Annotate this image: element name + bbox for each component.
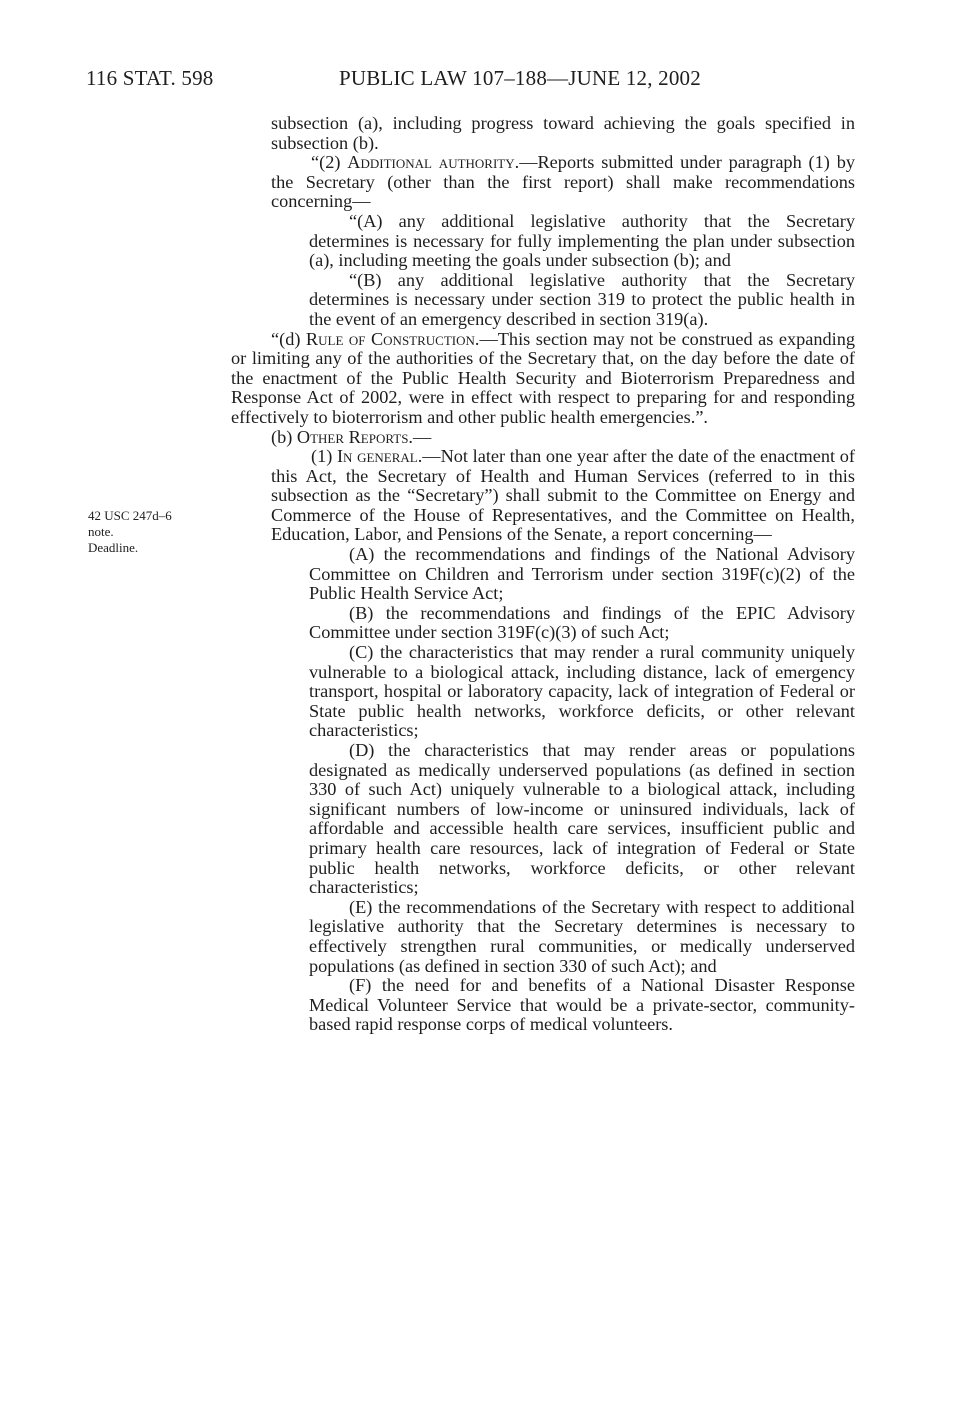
- margin-note-note: note.: [88, 524, 114, 539]
- subparagraph-2-B: “(B) any additional legislative authority that the Secretary determines is necessary under section 319 to protect the public health in the event of an emergency described in section 319(a).: [309, 269, 855, 329]
- subparagraph-C: (C) the characteristics that may render a rural community uniquely vulnerable to a biological attack, including distance, lack of emergency transport, hospital or laboratory capacity, lack of integration of Federal or State public health networks, workforce deficits, or other relevant characteristics;: [309, 642, 855, 741]
- paragraph-number: “(2): [311, 152, 348, 173]
- page-header: [86, 66, 766, 96]
- subparagraph-2-A: “(A) any additional legislative authority that the Secretary determines is necessary for fully implementing the plan under subsection (a), including meeting the goals under subsection (b); and: [309, 210, 855, 271]
- subsection-text: .—This section may not be construed as expanding or limiting any of the authorities of the Secretary that, on the day before the date of the enactment of the Public Health Security and Bioterrorism Preparedness and Response Act of 2002, were in effect with respect to preparing for and responding effectively to bioterrorism and other public health emergencies.”.: [231, 328, 855, 427]
- subparagraph-F: (F) the need for and benefits of a National Disaster Response Medical Volunteer Service that would be a private-sector, community-based rapid response corps of medical volunteers.: [309, 975, 855, 1035]
- margin-note: [88, 508, 218, 556]
- paragraph-continuation: subsection (a), including progress toward achieving the goals specified in subsection (b).: [271, 113, 855, 153]
- subsection-d-rule-of-construction: [231, 330, 855, 428]
- paragraph-1-in-general: [231, 447, 855, 545]
- paragraph-number: (1): [311, 446, 337, 467]
- margin-note-deadline: Deadline.: [88, 540, 139, 555]
- subsection-b-other-reports: [231, 428, 855, 448]
- paragraph-2-additional-authority: [231, 153, 855, 212]
- paragraph-heading: In general: [336, 446, 418, 467]
- paragraph-text: .—Reports submitted under paragraph (1) by the Secretary (other than the first report) shall make recommendations concerning—: [271, 152, 855, 212]
- subparagraph-E: (E) the recommendations of the Secretary with respect to additional legislative authority that the Secretary determines is necessary to effectively strengthen rural communities, or medically underserved populations (as defined in section 330 of such Act); and: [309, 896, 855, 976]
- running-title: PUBLIC LAW 107–188—JUNE 12, 2002: [339, 66, 701, 90]
- statute-body: [231, 114, 855, 1035]
- stat-page-number: 116 STAT. 598: [86, 66, 214, 90]
- paragraph-heading: Additional authority: [347, 152, 515, 173]
- subparagraph-B: (B) the recommendations and findings of the EPIC Advisory Committee under section 319F(c)(3) of such Act;: [309, 602, 855, 643]
- subsection-text: .—: [408, 426, 432, 447]
- subsection-heading: Rule of Construction: [305, 328, 475, 349]
- subsection-number: “(d): [271, 328, 306, 349]
- subsection-number: (b): [271, 426, 297, 447]
- subsection-heading: Other Reports: [296, 426, 409, 447]
- margin-note-citation: 42 USC 247d–6: [88, 508, 172, 523]
- paragraph-text: .—Not later than one year after the date of the enactment of this Act, the Secretary of Health and Human Services (referred to in this subsection as the “Secretary”) shall submit to the Committee on Energy and Commerce of the House of Representatives, and the Committee on Health, Education, Labor, and Pensions of the Senate, a report concerning—: [271, 446, 855, 545]
- subparagraph-A: (A) the recommendations and findings of the National Advisory Committee on Children and Terrorism under section 319F(c)(2) of the Public Health Service Act;: [309, 544, 855, 604]
- subparagraph-D: (D) the characteristics that may render areas or populations designated as medically underserved populations (as defined in section 330 of such Act) uniquely vulnerable to a biological attack, including significant numbers of low-income or uninsured individuals, lack of affordable and accessible health care services, insufficient public and primary health care resources, lack of integration of Federal or State public health networks, workforce deficits, or other relevant characteristics;: [309, 740, 855, 898]
